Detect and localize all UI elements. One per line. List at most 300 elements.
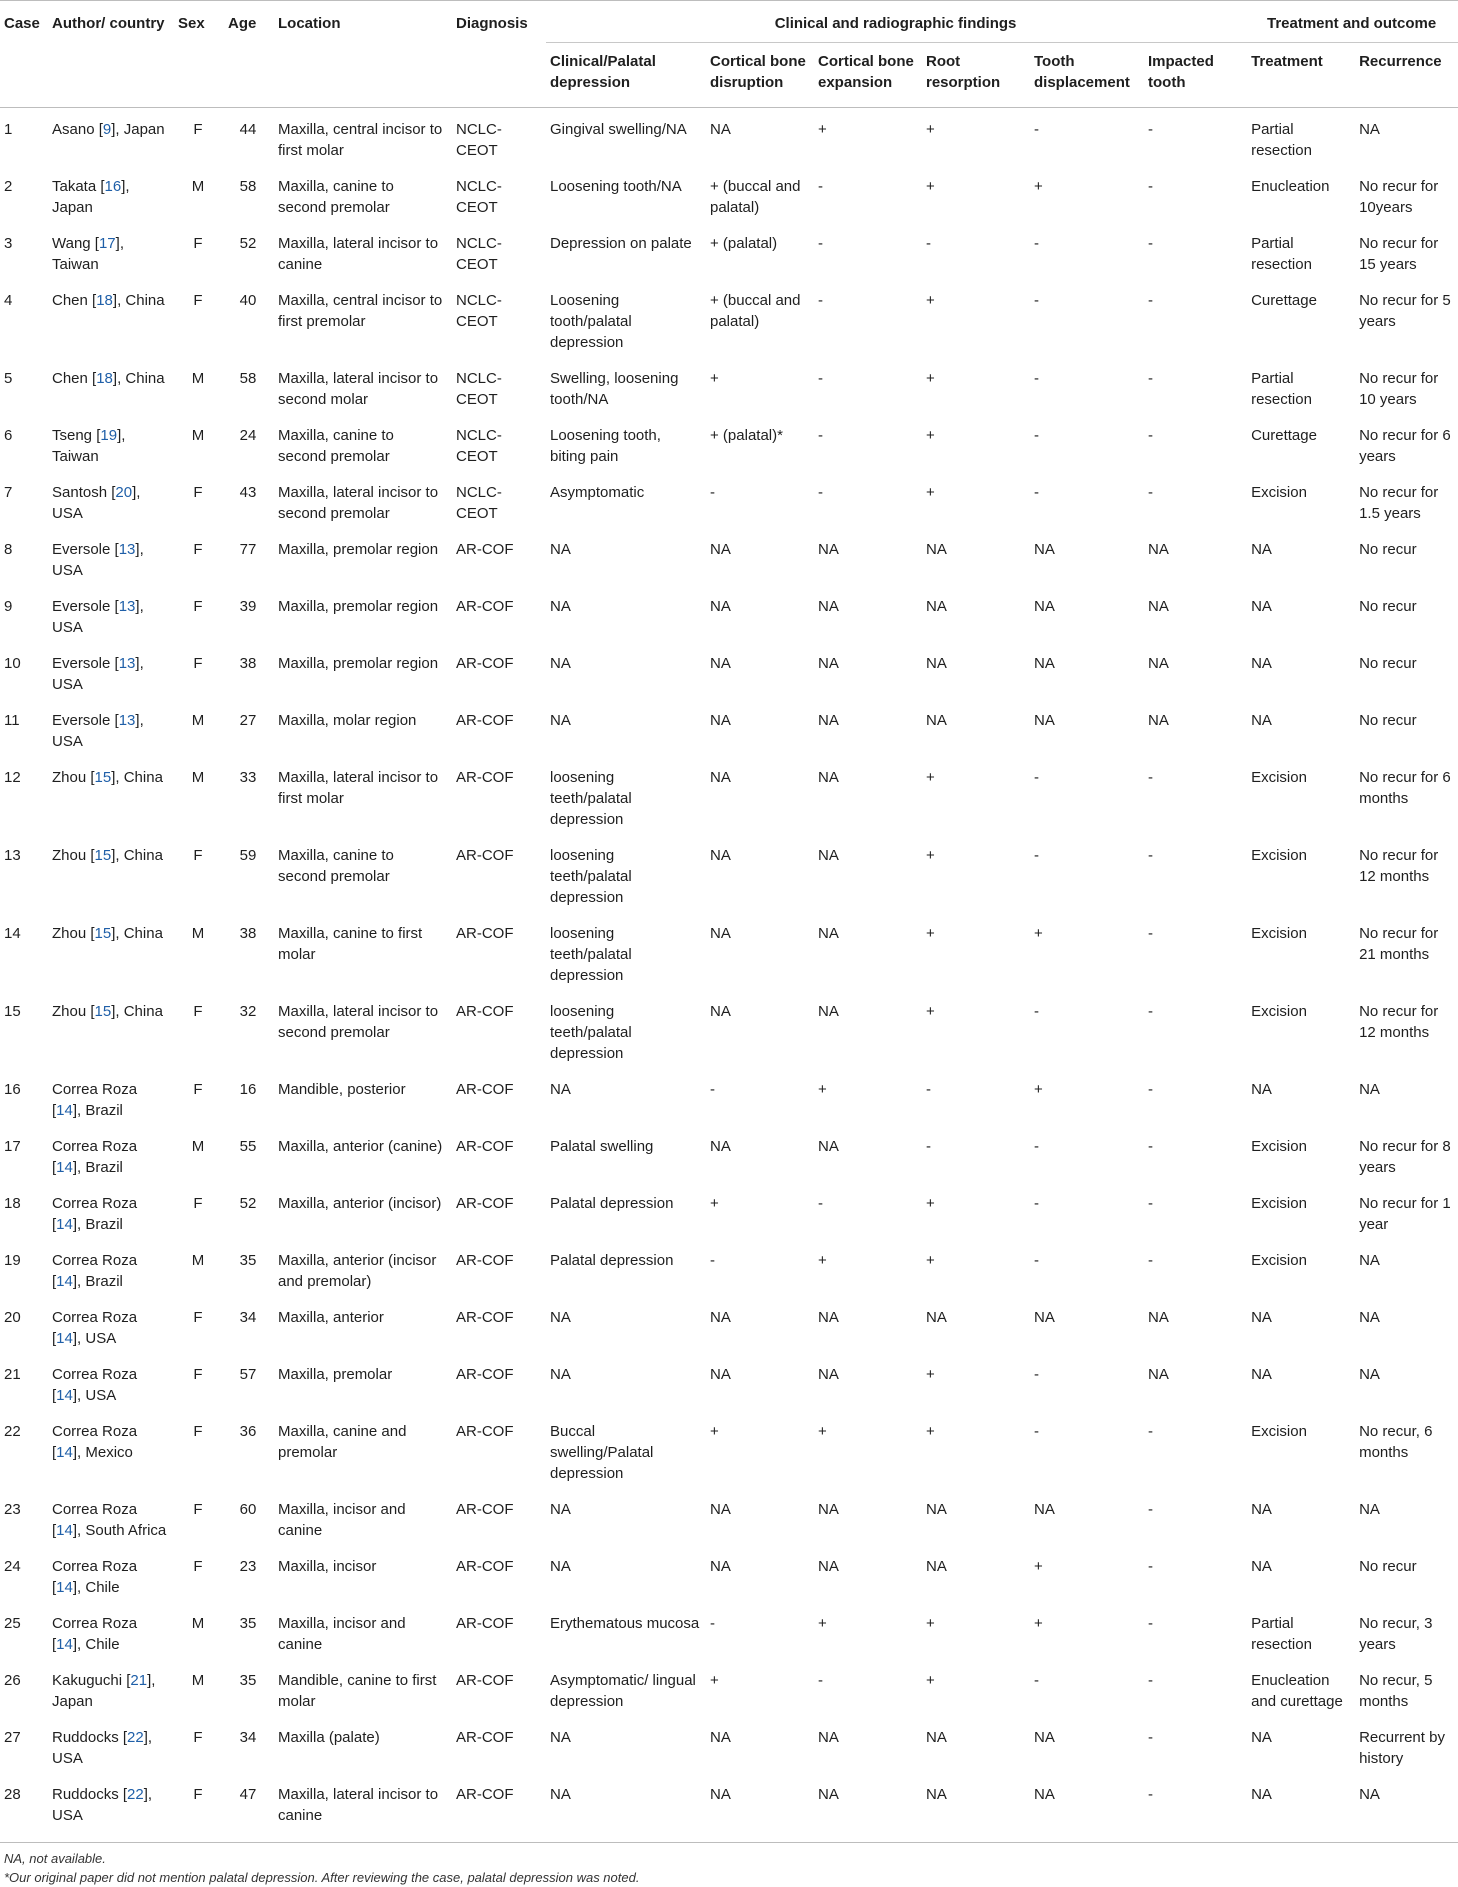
author-country: , Japan [52, 178, 130, 216]
cell-diagnosis: AR-COF [456, 655, 514, 672]
author-country: , Taiwan [52, 427, 126, 465]
cell-author: Correa Roza [14], Brazil [52, 1138, 138, 1176]
cell-root-resorption: + [926, 370, 935, 387]
cell-diagnosis: AR-COF [456, 847, 514, 864]
reference-link[interactable]: 15 [94, 925, 112, 942]
cell-cortical-disruption: NA [710, 1003, 731, 1020]
cell-clinical: loosening teeth/palatal depression [550, 847, 632, 906]
cell-recurrence: NA [1359, 1786, 1380, 1803]
reference-link[interactable]: 15 [94, 769, 112, 786]
cell-clinical: Palatal depression [550, 1195, 674, 1212]
table-row [0, 108, 1458, 166]
cell-root-resorption: NA [926, 598, 947, 615]
reference-link[interactable]: 16 [104, 178, 122, 195]
cell-recurrence: No recur [1359, 598, 1417, 615]
cell-location: Maxilla, canine and premolar [278, 1423, 407, 1461]
cell-author: Correa Roza [14], USA [52, 1309, 138, 1347]
author-name: Correa Roza [52, 1615, 138, 1632]
cell-cortical-expansion: + [818, 121, 827, 138]
cell-cortical-expansion: + [818, 1081, 827, 1098]
cell-sex: M [191, 712, 205, 729]
cell-location: Maxilla, incisor [278, 1558, 377, 1575]
cell-case: 17 [4, 1138, 21, 1155]
cell-tooth-displacement: - [1034, 1672, 1039, 1689]
reference-link[interactable]: 14 [56, 1636, 73, 1653]
cell-cortical-expansion: NA [818, 925, 839, 942]
cell-cortical-expansion: - [818, 427, 823, 444]
cell-tooth-displacement: + [1034, 1081, 1043, 1098]
cell-root-resorption: + [926, 292, 935, 309]
header-location: Location [278, 15, 341, 32]
cell-location: Maxilla, incisor and canine [278, 1615, 406, 1653]
cell-age: 38 [239, 655, 257, 672]
cell-case: 25 [4, 1615, 21, 1632]
cell-diagnosis: AR-COF [456, 1309, 514, 1326]
cell-treatment: NA [1251, 712, 1272, 729]
cell-location: Maxilla, lateral incisor to canine [278, 1786, 439, 1824]
cell-clinical: NA [550, 1366, 571, 1383]
cell-tooth-displacement: - [1034, 1423, 1039, 1440]
cell-case: 1 [4, 121, 13, 138]
cell-age: 36 [239, 1423, 257, 1440]
author-country: , China [115, 1003, 163, 1020]
cell-recurrence: No recur, 3 years [1359, 1615, 1433, 1653]
cell-case: 22 [4, 1423, 21, 1440]
table-row [0, 471, 1458, 528]
cell-treatment: Enucleation [1251, 178, 1330, 195]
cell-location: Maxilla, canine to second premolar [278, 427, 394, 465]
reference-link[interactable]: 18 [96, 292, 113, 309]
cell-treatment: NA [1251, 655, 1272, 672]
cell-clinical: Palatal swelling [550, 1138, 654, 1155]
cell-cortical-disruption: + (buccal and palatal) [710, 292, 801, 330]
cell-author: Correa Roza [14], USA [52, 1366, 138, 1404]
cell-age: 59 [239, 847, 257, 864]
cell-author: Ruddocks [22], USA [52, 1729, 153, 1767]
cell-root-resorption: + [926, 925, 935, 942]
cell-tooth-displacement: + [1034, 178, 1043, 195]
cell-diagnosis: AR-COF [456, 598, 514, 615]
cell-root-resorption: NA [926, 1558, 947, 1575]
cell-age: 35 [239, 1672, 257, 1689]
reference-link[interactable]: 9 [102, 121, 112, 138]
cell-location: Maxilla, anterior [278, 1309, 384, 1326]
cell-sex: M [191, 178, 205, 195]
cell-root-resorption: + [926, 847, 935, 864]
cell-recurrence: No recur for 1 year [1359, 1195, 1451, 1233]
cell-location: Maxilla, incisor and canine [278, 1501, 406, 1539]
author-name: Zhou [52, 769, 91, 786]
cell-root-resorption: + [926, 1195, 935, 1212]
table-row [0, 1125, 1458, 1182]
cell-author: Correa Roza [14], Mexico [52, 1423, 138, 1461]
cell-diagnosis: NCLC-CEOT [456, 370, 502, 408]
cell-cortical-expansion: NA [818, 655, 839, 672]
header-treatment: Treatment [1251, 53, 1323, 70]
cell-root-resorption: + [926, 1252, 935, 1269]
reference-link[interactable]: 13 [118, 598, 136, 615]
cell-age: 35 [239, 1252, 257, 1269]
cell-treatment: NA [1251, 598, 1272, 615]
table-row [0, 1410, 1458, 1488]
cell-recurrence: Recurrent by history [1359, 1729, 1445, 1767]
cell-tooth-displacement: + [1034, 1558, 1043, 1575]
author-country: , China [115, 925, 163, 942]
reference-link[interactable]: 14 [56, 1444, 73, 1461]
cell-clinical: loosening teeth/palatal depression [550, 925, 632, 984]
cell-recurrence: NA [1359, 121, 1380, 138]
table-row [0, 990, 1458, 1068]
header-group-clinical: Clinical and radiographic findings [546, 1, 1247, 43]
cell-cortical-expansion: NA [818, 1138, 839, 1155]
cell-case: 13 [4, 847, 21, 864]
reference-link[interactable]: 14 [56, 1330, 73, 1347]
cell-case: 4 [4, 292, 13, 309]
reference-link[interactable]: 17 [98, 235, 116, 252]
cell-recurrence: No recur, 5 months [1359, 1672, 1433, 1710]
cell-age: 24 [239, 427, 257, 444]
cell-cortical-expansion: - [818, 370, 823, 387]
author-name: Correa Roza [52, 1081, 138, 1098]
cell-age: 34 [239, 1729, 257, 1746]
cell-tooth-displacement: NA [1034, 655, 1055, 672]
table-row [0, 756, 1458, 834]
cell-case: 26 [4, 1672, 21, 1689]
cell-cortical-expansion: - [818, 1672, 823, 1689]
cell-impacted-tooth: - [1148, 178, 1153, 195]
author-country: , China [115, 769, 163, 786]
cell-case: 19 [4, 1252, 21, 1269]
cell-location: Maxilla, premolar region [278, 541, 439, 558]
cell-cortical-disruption: NA [710, 769, 731, 786]
cell-author: Takata [16], Japan [52, 178, 130, 216]
cell-tooth-displacement: - [1034, 1252, 1039, 1269]
cell-case: 21 [4, 1366, 21, 1383]
cell-impacted-tooth: - [1148, 847, 1153, 864]
cell-diagnosis: AR-COF [456, 712, 514, 729]
cell-cortical-expansion: - [818, 484, 823, 501]
reference-link[interactable]: 22 [127, 1786, 144, 1803]
cell-impacted-tooth: - [1148, 121, 1153, 138]
author-name: Zhou [52, 847, 91, 864]
cell-age: 60 [239, 1501, 257, 1518]
cell-cortical-expansion: NA [818, 1501, 839, 1518]
reference-link[interactable]: 21 [130, 1672, 148, 1689]
author-country: , Chile [77, 1579, 120, 1596]
reference-link[interactable]: 20 [115, 484, 133, 501]
cell-impacted-tooth: - [1148, 1081, 1153, 1098]
cell-treatment: Curettage [1251, 292, 1317, 309]
cell-sex: F [193, 121, 203, 138]
cell-sex: F [193, 1366, 203, 1383]
cell-age: 57 [239, 1366, 257, 1383]
author-name: Zhou [52, 925, 91, 942]
cell-root-resorption: + [926, 1366, 935, 1383]
cell-age: 52 [239, 235, 257, 252]
cell-cortical-disruption: - [710, 1081, 715, 1098]
author-name: Correa Roza [52, 1423, 138, 1440]
cell-sex: F [193, 235, 203, 252]
cell-sex: F [193, 1501, 203, 1518]
cell-cortical-disruption: - [710, 484, 715, 501]
cell-case: 15 [4, 1003, 21, 1020]
cell-impacted-tooth: - [1148, 235, 1153, 252]
author-country: , China [117, 370, 165, 387]
cell-location: Maxilla, anterior (canine) [278, 1138, 443, 1155]
cell-clinical: Buccal swelling/Palatal depression [550, 1423, 654, 1482]
table-row [0, 1716, 1458, 1773]
cell-age: 55 [239, 1138, 257, 1155]
cell-location: Maxilla, lateral incisor to canine [278, 235, 439, 273]
cell-author: Correa Roza [14], South Africa [52, 1501, 167, 1539]
cell-cortical-disruption: NA [710, 1786, 731, 1803]
cell-clinical: Loosening tooth/NA [550, 178, 682, 195]
author-country: , Brazil [77, 1102, 123, 1119]
cell-tooth-displacement: - [1034, 1003, 1039, 1020]
cell-recurrence: No recur for 1.5 years [1359, 484, 1439, 522]
cell-clinical: Gingival swelling/NA [550, 121, 687, 138]
cell-case: 10 [4, 655, 21, 672]
table-row [0, 585, 1458, 642]
cell-clinical: NA [550, 712, 571, 729]
cell-case: 20 [4, 1309, 21, 1326]
cell-diagnosis: NCLC-CEOT [456, 235, 502, 273]
cell-recurrence: No recur for 8 years [1359, 1138, 1451, 1176]
cell-root-resorption: NA [926, 1729, 947, 1746]
author-country: , USA [52, 598, 144, 636]
cell-tooth-displacement: - [1034, 1195, 1039, 1212]
cell-author: Correa Roza [14], Chile [52, 1558, 138, 1596]
cell-diagnosis: NCLC-CEOT [456, 427, 502, 465]
cell-sex: F [193, 598, 203, 615]
cell-diagnosis: AR-COF [456, 1786, 514, 1803]
reference-link[interactable]: 14 [56, 1216, 73, 1233]
cell-recurrence: No recur [1359, 655, 1417, 672]
cell-sex: F [193, 1003, 203, 1020]
cell-clinical: NA [550, 1081, 571, 1098]
reference-link[interactable]: 13 [118, 655, 136, 672]
cell-cortical-disruption: NA [710, 541, 731, 558]
cell-clinical: Loosening tooth/palatal depression [550, 292, 632, 351]
cell-root-resorption: + [926, 769, 935, 786]
cell-clinical: NA [550, 1309, 571, 1326]
footnote-star: *Our original paper did not mention palatal depression. After reviewing the case, palatal depression was noted. [4, 1870, 640, 1885]
cell-sex: F [193, 1081, 203, 1098]
cell-cortical-disruption: NA [710, 1138, 731, 1155]
cell-clinical: loosening teeth/palatal depression [550, 769, 632, 828]
cell-root-resorption: + [926, 484, 935, 501]
cell-author: Correa Roza [14], Brazil [52, 1195, 138, 1233]
author-country: , Brazil [77, 1159, 123, 1176]
cell-tooth-displacement: NA [1034, 1501, 1055, 1518]
table-row [0, 1296, 1458, 1353]
cell-cortical-disruption: + [710, 1195, 719, 1212]
reference-link[interactable]: 15 [94, 1003, 112, 1020]
cell-root-resorption: + [926, 1615, 935, 1632]
table-row [0, 279, 1458, 357]
cell-treatment: Partial resection [1251, 370, 1312, 408]
reference-link[interactable]: 14 [56, 1579, 73, 1596]
cell-treatment: NA [1251, 1558, 1272, 1575]
cell-location: Maxilla, canine to second premolar [278, 178, 394, 216]
reference-link[interactable]: 15 [94, 847, 112, 864]
reference-link[interactable]: 14 [56, 1522, 73, 1539]
cell-impacted-tooth: NA [1148, 655, 1169, 672]
reference-link[interactable]: 14 [56, 1159, 73, 1176]
cell-case: 16 [4, 1081, 21, 1098]
cell-tooth-displacement: NA [1034, 1729, 1055, 1746]
cell-cortical-disruption: + (buccal and palatal) [710, 178, 801, 216]
cell-clinical: NA [550, 1558, 571, 1575]
table-header [0, 1, 1458, 108]
cell-author: Tseng [19], Taiwan [52, 427, 126, 465]
cell-case: 8 [4, 541, 13, 558]
cell-impacted-tooth: - [1148, 769, 1153, 786]
cell-cortical-expansion: + [818, 1615, 827, 1632]
cell-case: 7 [4, 484, 13, 501]
cell-cortical-disruption: NA [710, 598, 731, 615]
cell-cortical-disruption: - [710, 1252, 715, 1269]
cell-treatment: Excision [1251, 769, 1307, 786]
cell-treatment: NA [1251, 1081, 1272, 1098]
cell-author: Eversole [13], USA [52, 655, 144, 693]
cell-clinical: Erythematous mucosa [550, 1615, 700, 1632]
cell-cortical-expansion: NA [818, 1366, 839, 1383]
cell-tooth-displacement: - [1034, 1138, 1039, 1155]
cell-age: 23 [239, 1558, 257, 1575]
cell-location: Maxilla, lateral incisor to second premolar [278, 484, 439, 522]
cell-cortical-expansion: NA [818, 712, 839, 729]
cell-cortical-disruption: NA [710, 1366, 731, 1383]
header-author: Author/ country [52, 15, 165, 32]
cell-tooth-displacement: - [1034, 769, 1039, 786]
cell-tooth-displacement: - [1034, 484, 1039, 501]
cell-author: Correa Roza [14], Chile [52, 1615, 138, 1653]
cell-sex: M [191, 1615, 205, 1632]
author-country: , Japan [115, 121, 165, 138]
cell-root-resorption: + [926, 427, 935, 444]
cell-location: Maxilla, canine to second premolar [278, 847, 394, 885]
cell-impacted-tooth: - [1148, 1786, 1153, 1803]
author-name: Kakuguchi [52, 1672, 127, 1689]
cell-impacted-tooth: - [1148, 427, 1153, 444]
cell-author: Zhou [15], China [52, 1003, 163, 1020]
cell-diagnosis: NCLC-CEOT [456, 484, 502, 522]
cell-diagnosis: AR-COF [456, 1252, 514, 1269]
header-cortical-expansion: Cortical bone expansion [818, 53, 914, 91]
reference-link[interactable]: 13 [118, 712, 136, 729]
reference-link[interactable]: 22 [127, 1729, 144, 1746]
cell-cortical-disruption: + (palatal) [710, 235, 778, 252]
cell-treatment: Excision [1251, 1195, 1307, 1212]
author-name: Ruddocks [52, 1729, 123, 1746]
table-row [0, 1545, 1458, 1602]
cell-case: 23 [4, 1501, 21, 1518]
cell-treatment: Partial resection [1251, 121, 1312, 159]
cell-treatment: Enucleation and curettage [1251, 1672, 1343, 1710]
cell-impacted-tooth: NA [1148, 712, 1169, 729]
cell-tooth-displacement: - [1034, 847, 1039, 864]
cell-impacted-tooth: - [1148, 1423, 1153, 1440]
cell-recurrence: NA [1359, 1366, 1380, 1383]
author-country: , Japan [52, 1672, 156, 1710]
reference-link[interactable]: 14 [56, 1387, 73, 1404]
cell-cortical-expansion: - [818, 178, 823, 195]
table-row [0, 1353, 1458, 1410]
cell-author: Chen [18], China [52, 370, 165, 387]
cell-location: Mandible, posterior [278, 1081, 406, 1098]
cell-diagnosis: AR-COF [456, 1729, 514, 1746]
table-row [0, 834, 1458, 912]
cell-location: Mandible, canine to first molar [278, 1672, 437, 1710]
reference-link[interactable]: 14 [56, 1273, 73, 1290]
author-name: Eversole [52, 541, 115, 558]
author-country: , Taiwan [52, 235, 124, 273]
cell-case: 14 [4, 925, 21, 942]
cell-tooth-displacement: NA [1034, 1309, 1055, 1326]
cell-clinical: NA [550, 1729, 571, 1746]
cell-treatment: NA [1251, 1729, 1272, 1746]
cell-author: Correa Roza [14], Brazil [52, 1252, 138, 1290]
cell-cortical-disruption: + [710, 1672, 719, 1689]
cell-tooth-displacement: - [1034, 370, 1039, 387]
cell-age: 43 [239, 484, 257, 501]
cell-cortical-disruption: NA [710, 1501, 731, 1518]
cell-author: Zhou [15], China [52, 925, 163, 942]
cell-cortical-expansion: NA [818, 769, 839, 786]
author-name: Chen [52, 370, 93, 387]
cell-case: 12 [4, 769, 21, 786]
reference-link[interactable]: 19 [100, 427, 118, 444]
cell-clinical: NA [550, 598, 571, 615]
cell-location: Maxilla (palate) [278, 1729, 380, 1746]
reference-link[interactable]: 14 [56, 1102, 73, 1119]
author-name: Eversole [52, 655, 115, 672]
cell-recurrence: No recur for 21 months [1359, 925, 1439, 963]
reference-link[interactable]: 18 [96, 370, 113, 387]
table-body [0, 108, 1458, 1843]
cell-treatment: Excision [1251, 847, 1307, 864]
cell-diagnosis: NCLC-CEOT [456, 292, 502, 330]
reference-link[interactable]: 13 [118, 541, 136, 558]
author-country: , USA [77, 1387, 117, 1404]
cell-age: 47 [239, 1786, 257, 1803]
cell-diagnosis: AR-COF [456, 925, 514, 942]
cell-sex: F [193, 1786, 203, 1803]
cell-sex: M [191, 1138, 205, 1155]
table-row [0, 912, 1458, 990]
header-diagnosis: Diagnosis [456, 15, 528, 32]
cell-location: Maxilla, central incisor to first molar [278, 121, 443, 159]
cell-recurrence: No recur [1359, 541, 1417, 558]
author-name: Chen [52, 292, 93, 309]
author-name: Correa Roza [52, 1501, 138, 1518]
cell-age: 35 [239, 1615, 257, 1632]
cell-impacted-tooth: - [1148, 1501, 1153, 1518]
header-cortical-disruption: Cortical bone disruption [710, 53, 806, 91]
cell-recurrence: No recur for 6 months [1359, 769, 1451, 807]
cell-tooth-displacement: - [1034, 121, 1039, 138]
table-row [0, 1239, 1458, 1296]
author-name: Santosh [52, 484, 112, 501]
table-row [0, 699, 1458, 756]
cell-cortical-expansion: NA [818, 1558, 839, 1575]
cell-cortical-expansion: NA [818, 1309, 839, 1326]
cell-diagnosis: AR-COF [456, 1615, 514, 1632]
cell-cortical-disruption: + (palatal)* [710, 427, 783, 444]
cell-author: Wang [17], Taiwan [52, 235, 124, 273]
author-name: Takata [52, 178, 101, 195]
